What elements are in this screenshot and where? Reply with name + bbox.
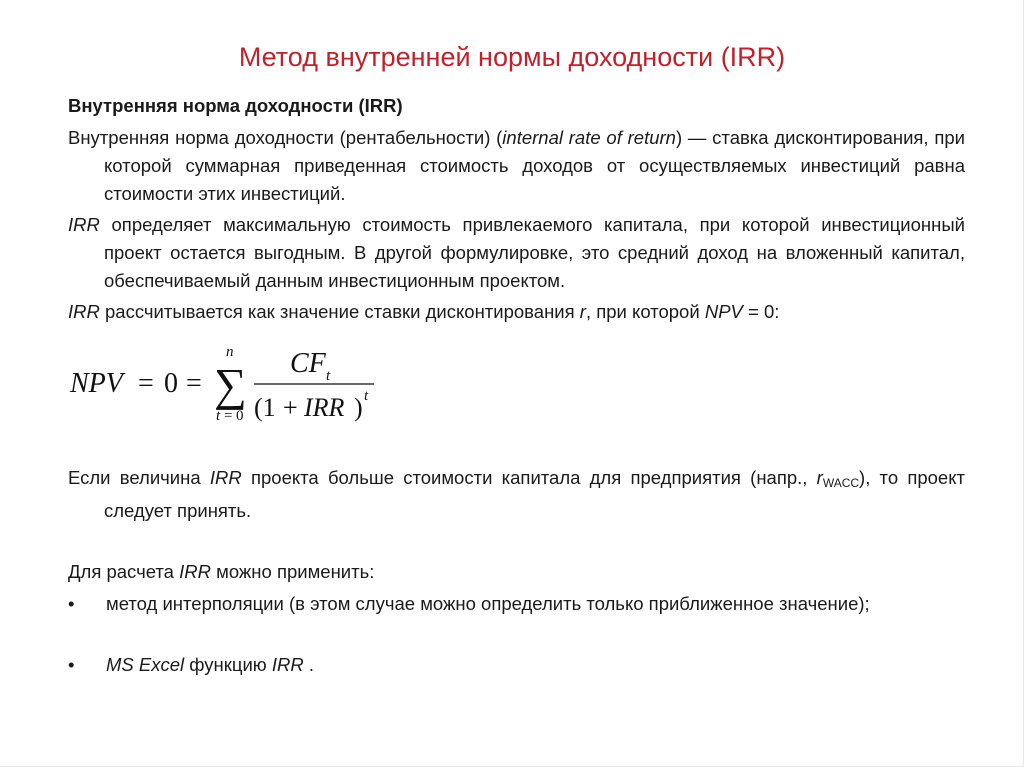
formula-cf-sub: t (326, 368, 331, 384)
irr-term: IRR (209, 467, 242, 488)
formula-zero: 0 (164, 368, 178, 399)
formula-npv: NPV (70, 368, 123, 399)
formula-cf: CF (290, 348, 326, 379)
formula-den-irr: IRR (304, 393, 345, 422)
formula-upper-n: n (226, 344, 234, 360)
definition-text-b: ) — ставка дисконтирования, при которой суммарная приведенная стоимость доходов от осуществляемых инвестиций равна стоимости этих инвестиций. (104, 127, 965, 204)
acceptance-paragraph (68, 464, 965, 525)
methods-text-b: можно применить: (210, 561, 375, 582)
formula-den-close: ) (354, 393, 363, 422)
bullet-excel-text (106, 651, 965, 679)
npv-formula (68, 340, 388, 430)
definition-text-a: Внутренняя норма доходности (рентабельности) ( (68, 127, 503, 148)
calc-text-3: = 0: (742, 301, 780, 322)
accept-text-c: ), то проект следует принять. (104, 467, 965, 521)
bullet-interpolation-text: метод интерполяции (в этом случае можно определить только приближенное значение); (106, 593, 870, 614)
section-heading-text: Внутренняя норма доходности (IRR) (68, 95, 403, 116)
accept-text-b: проекта больше стоимости капитала для предприятия (напр., (241, 467, 817, 488)
excel-text-end: . (303, 654, 314, 675)
irr-term: IRR (68, 301, 100, 322)
slide-title: Метод внутренней нормы доходности (IRR) (238, 42, 786, 72)
section-heading (68, 92, 965, 120)
formula-equals-2: = (186, 368, 202, 399)
max-cost-paragraph (68, 211, 965, 295)
formula-lower-t: t (216, 408, 221, 424)
excel-text-mid: функцию (184, 654, 272, 675)
formula-sum-sign: ∑ (214, 359, 247, 410)
wacc-subscript: WACC (822, 476, 860, 490)
r-symbol: r (816, 467, 823, 488)
methods-intro (68, 558, 965, 586)
max-cost-text: определяет максимальную стоимость привлекаемого капитала, при которой инвестиционный проект остается выгодным. В другой формулировке, это средний доход на вложенный капитал, обеспечиваемый данным инвестиционным проектом. (99, 214, 965, 291)
rate-symbol: r (579, 301, 586, 322)
formula-equals-1: = (138, 368, 154, 399)
formula-lower-zero: 0 (236, 408, 244, 424)
irr-function: IRR (271, 654, 304, 675)
bullet-dot: • (68, 593, 75, 614)
formula-den-sup: t (364, 388, 369, 404)
npv-term: NPV (704, 301, 743, 322)
calculation-paragraph (68, 298, 965, 326)
accept-text-a: Если величина (68, 467, 210, 488)
formula-lower-eq: = (224, 408, 233, 424)
irr-term: IRR (179, 561, 211, 582)
formula-den-plus: + (283, 393, 298, 422)
formula-den-open: (1 (254, 393, 276, 422)
bullet-dot: • (68, 654, 75, 675)
ms-excel-term: MS Excel (106, 654, 185, 675)
calc-text-1: рассчитывается как значение ставки дисконтирования (99, 301, 580, 322)
definition-paragraph (68, 124, 965, 208)
definition-italic: internal rate of return (502, 127, 676, 148)
calc-text-2: , при которой (585, 301, 705, 322)
methods-text-a: Для расчета (68, 561, 180, 582)
irr-term: IRR (68, 214, 100, 235)
